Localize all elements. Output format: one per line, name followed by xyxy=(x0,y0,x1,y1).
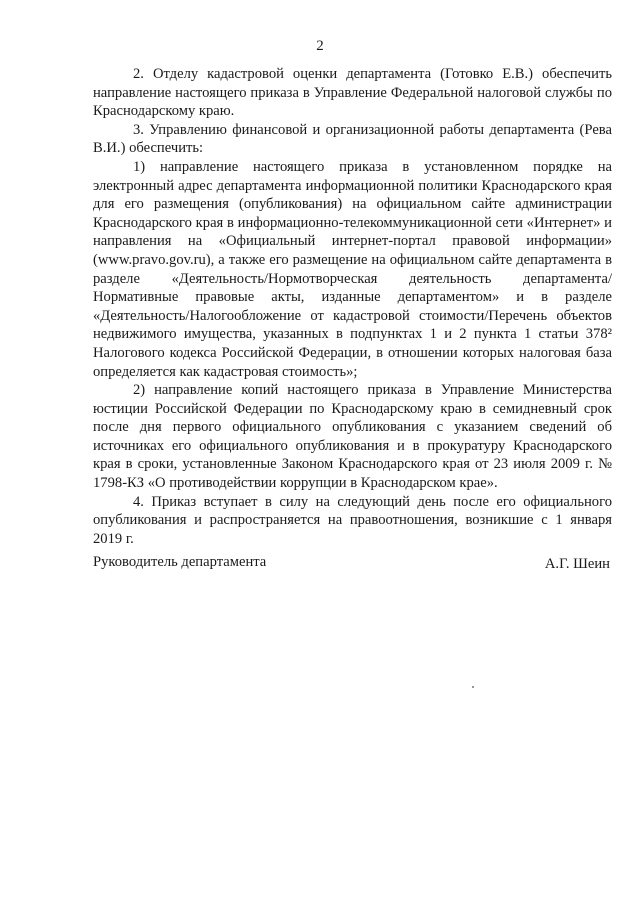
subparagraph-2: 2) направление копий настоящего приказа в Управление Министерства юстиции Российской Федерации по Краснодарскому краю в семидневный срок после дня первого официального опубликования с указанием сведений об источниках его официального опубликования и в прокуратуру Краснодарского края в сроки, установленные Законом Краснодарского края от 23 июля 2009 г. № 1798-КЗ «О противодействии коррупции в Краснодарском крае». xyxy=(93,382,612,492)
paragraph-item-3: 3. Управлению финансовой и организационной работы департамента (Рева В.И.) обеспечить: xyxy=(93,121,612,157)
document-body xyxy=(93,65,612,548)
signer-name: А.Г. Шеин xyxy=(544,556,610,572)
paragraph-item-4: 4. Приказ вступает в силу на следующий день после его официального опубликования и распространяется на правоотношения, возникшие с 1 января 2019 г. xyxy=(93,493,612,547)
scan-speck xyxy=(472,686,474,688)
subparagraph-1: 1) направление настоящего приказа в установленном порядке на электронный адрес департамента информационной политики Краснодарского края для его размещения (опубликования) на официальном сайте администрации Краснодарского края в информационно-телекоммуникационной сети «Интернет» и направления на «Официальный интернет-портал правовой информации» (www.pravo.gov.ru), а также его размещение на официальном сайте департамента в разделе «Деятельность/Нормотворческая деятельность департамента/Нормативные правовые акты, изданные департаментом» и в разделе «Деятельность/Налогообложение от кадастровой стоимости/Перечень объектов недвижимого имущества, указанных в подпунктах 1 и 2 пункта 1 статьи 378² Налогового кодекса Российской Федерации, в отношении которых налоговая база определяется как кадастровая стоимость»; xyxy=(93,158,612,380)
signer-position: Руководитель департамента xyxy=(93,554,267,570)
paragraph-item-2: 2. Отделу кадастровой оценки департамента (Готовко Е.В.) обеспечить направление настоящего приказа в Управление Федеральной налоговой службы по Краснодарскому краю. xyxy=(93,66,612,120)
page-number: 2 xyxy=(316,38,324,54)
